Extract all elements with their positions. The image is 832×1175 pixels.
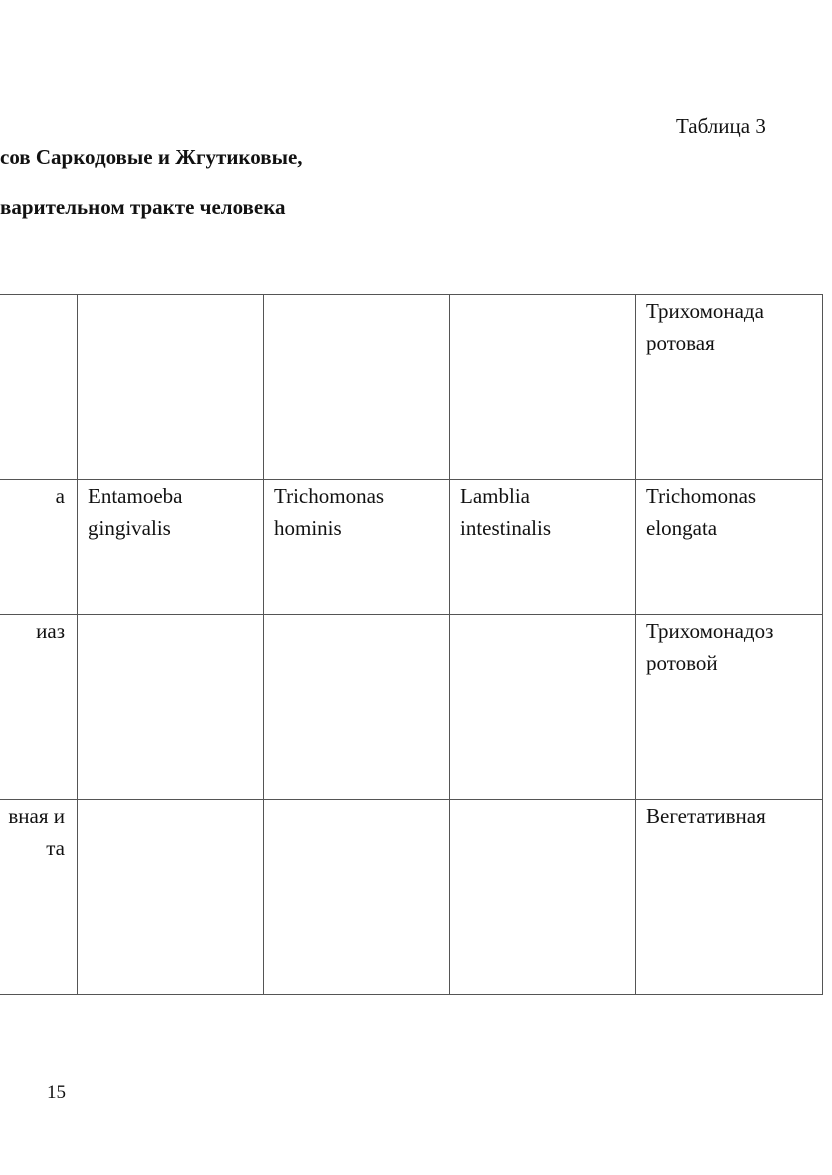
parasites-table	[0, 294, 823, 995]
table-cell	[264, 800, 450, 995]
table-cell	[450, 615, 636, 800]
table-cell	[264, 295, 450, 480]
table-cell: Trichomonas hominis	[264, 480, 450, 615]
table-cell: Трихомонадоз ротовой	[636, 615, 823, 800]
table-cell	[78, 800, 264, 995]
table-cell: a	[0, 480, 78, 615]
table-heading-line-1: сов Саркодовые и Жгутиковые,	[0, 145, 303, 169]
table-cell: вная и та	[0, 800, 78, 995]
table-cell	[0, 295, 78, 480]
table-row	[0, 615, 823, 800]
table-cell: Entamoeba gingivalis	[78, 480, 264, 615]
page-number: 15	[47, 1082, 66, 1103]
table-cell	[450, 295, 636, 480]
table-cell: Trichomonas elongata	[636, 480, 823, 615]
table-cell: Вегетативная	[636, 800, 823, 995]
table-heading-line-2: варительном тракте человека	[0, 195, 286, 219]
table-cell	[264, 615, 450, 800]
table-row	[0, 480, 823, 615]
table-cell: Lamblia intestinalis	[450, 480, 636, 615]
table-cell	[78, 615, 264, 800]
table-cell: иаз	[0, 615, 78, 800]
table-cell	[450, 800, 636, 995]
table-cell: Трихомонада ротовая	[636, 295, 823, 480]
table-row	[0, 295, 823, 480]
table-row	[0, 800, 823, 995]
table-number-label: Таблица 3	[676, 114, 766, 138]
table-cell	[78, 295, 264, 480]
